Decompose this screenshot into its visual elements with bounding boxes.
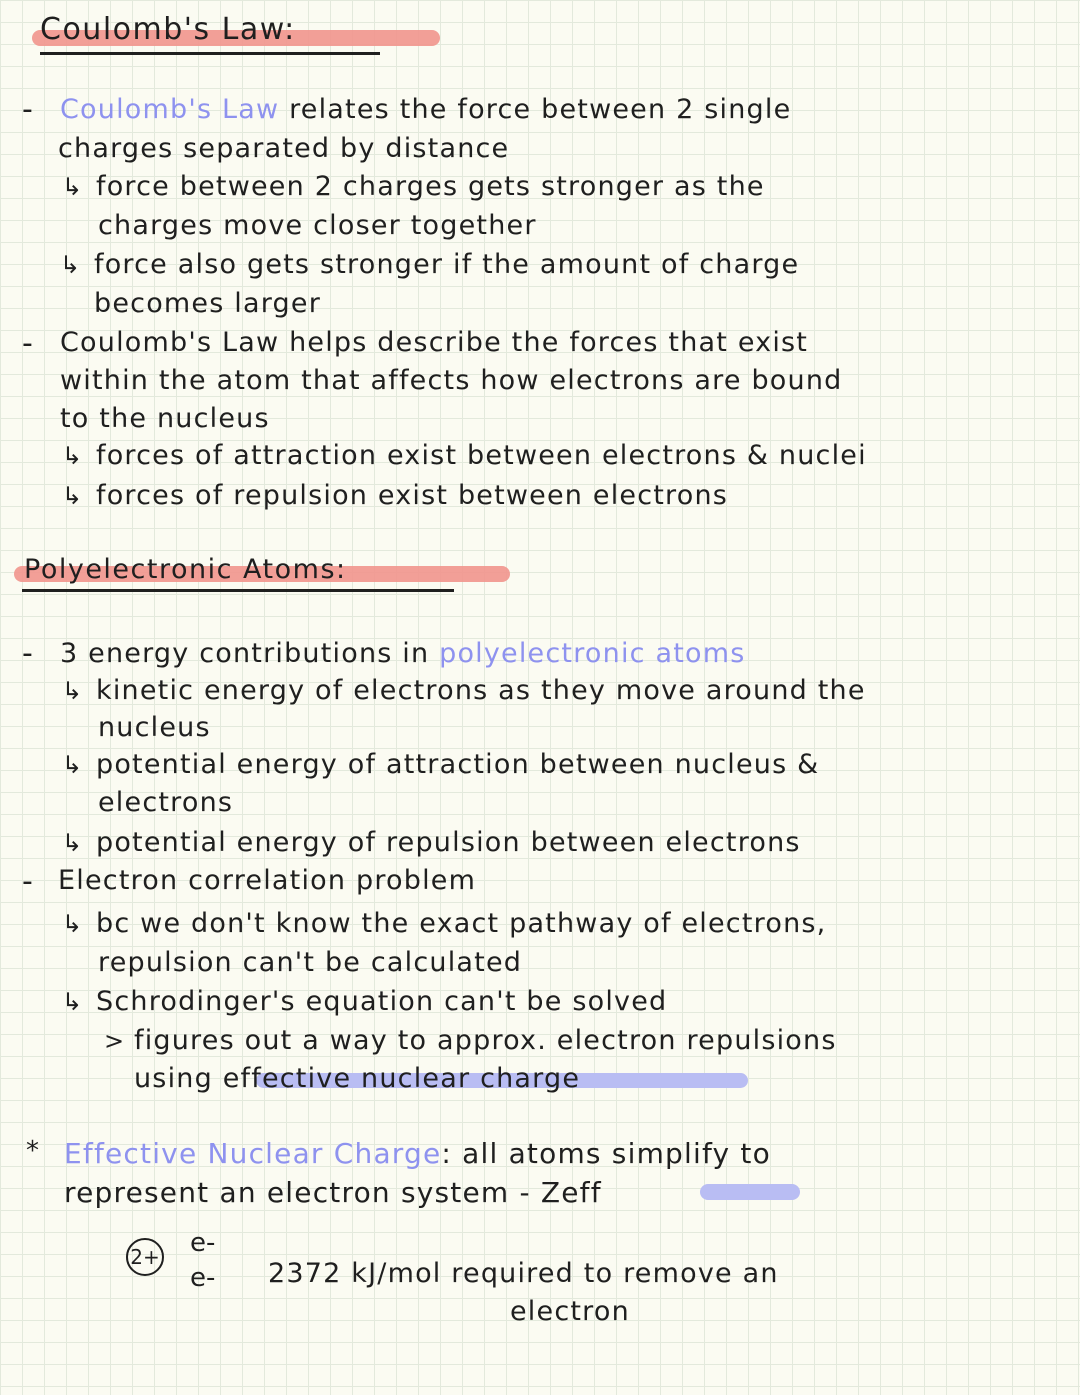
arrow-icon: ↳ (62, 988, 84, 1016)
bullet-dash: - (22, 864, 33, 899)
text-segment: force also gets stronger if the amount of charge (94, 249, 800, 280)
arrow-icon: ↳ (60, 251, 82, 279)
text-line (60, 93, 791, 127)
arrow-icon: ↳ (62, 829, 84, 857)
heading-underline (40, 52, 380, 55)
text-line: repulsion can't be calculated (98, 947, 523, 978)
text-segment: kinetic energy of electrons as they move around the (96, 675, 866, 706)
text-line (64, 1137, 771, 1171)
term-polyelectronic-atoms: polyelectronic atoms (439, 638, 746, 669)
arrow-icon: ↳ (62, 442, 84, 470)
text-line: Electron correlation problem (58, 865, 477, 896)
text-segment: : all atoms simplify to (441, 1137, 771, 1170)
text-segment: Schrodinger's equation can't be solved (96, 986, 668, 1017)
chevron-right-icon: > (104, 1027, 126, 1055)
term-zeff: Zeff (540, 1176, 602, 1209)
sub-sub-bullet (104, 1024, 837, 1058)
text-line (64, 1176, 602, 1210)
text-line (134, 1062, 580, 1096)
text-line: to the nucleus (60, 403, 270, 434)
text-segment: relates the force between 2 single (279, 94, 792, 125)
sub-bullet (62, 170, 765, 204)
term-highlight (700, 1184, 800, 1200)
text-segment: represent an electron system - (64, 1176, 541, 1209)
text-line: charges separated by distance (58, 133, 510, 164)
text-line: 2372 kJ/mol required to remove an (268, 1258, 779, 1289)
text-segment: using (134, 1063, 223, 1094)
arrow-icon: ↳ (62, 751, 84, 779)
text-segment: forces of attraction exist between electrons & nuclei (96, 440, 867, 471)
sub-bullet (62, 826, 801, 860)
heading-underline (22, 589, 454, 592)
term-effective-nuclear-charge-definition: Effective Nuclear Charge (64, 1137, 442, 1170)
sub-bullet (62, 674, 866, 708)
text-line: within the atom that affects how electrons are bound (60, 365, 843, 396)
bullet-dash: - (22, 636, 33, 671)
text-line (60, 637, 746, 671)
sub-bullet (62, 748, 819, 782)
sub-bullet (62, 907, 826, 941)
section-title-polyelectronic-atoms: Polyelectronic Atoms: (24, 554, 347, 585)
text-segment: figures out a way to approx. electron repulsions (134, 1025, 837, 1056)
text-segment: bc we don't know the exact pathway of electrons, (96, 908, 827, 939)
electron-label: e- (190, 1228, 216, 1258)
sub-bullet (62, 479, 728, 513)
text-line: nucleus (98, 712, 211, 743)
text-line: electrons (98, 787, 234, 818)
text-line: electron (510, 1296, 630, 1327)
text-line: becomes larger (94, 288, 321, 319)
sub-bullet (62, 985, 667, 1019)
bullet-dash: - (22, 326, 33, 361)
nucleus-symbol: 2+ (126, 1238, 164, 1276)
star-icon: * (26, 1136, 39, 1166)
text-segment: force between 2 charges gets stronger as the (96, 171, 765, 202)
section-title-coulombs-law: Coulomb's Law: (40, 12, 296, 47)
text-segment: potential energy of attraction between nucleus & (96, 749, 820, 780)
arrow-icon: ↳ (62, 173, 84, 201)
text-segment: potential energy of repulsion between electrons (96, 827, 801, 858)
sub-bullet (60, 248, 799, 282)
text-line: charges move closer together (98, 210, 537, 241)
term-effective-nuclear-charge: effective nuclear charge (222, 1063, 581, 1094)
arrow-icon: ↳ (62, 910, 84, 938)
sub-bullet (62, 439, 867, 473)
electron-label: e- (190, 1263, 216, 1293)
text-line: Coulomb's Law helps describe the forces that exist (60, 327, 809, 358)
arrow-icon: ↳ (62, 482, 84, 510)
text-segment: forces of repulsion exist between electrons (96, 480, 729, 511)
arrow-icon: ↳ (62, 677, 84, 705)
term-coulombs-law: Coulomb's Law (60, 94, 280, 125)
text-segment: 3 energy contributions in (60, 638, 440, 669)
bullet-dash: - (22, 92, 33, 127)
